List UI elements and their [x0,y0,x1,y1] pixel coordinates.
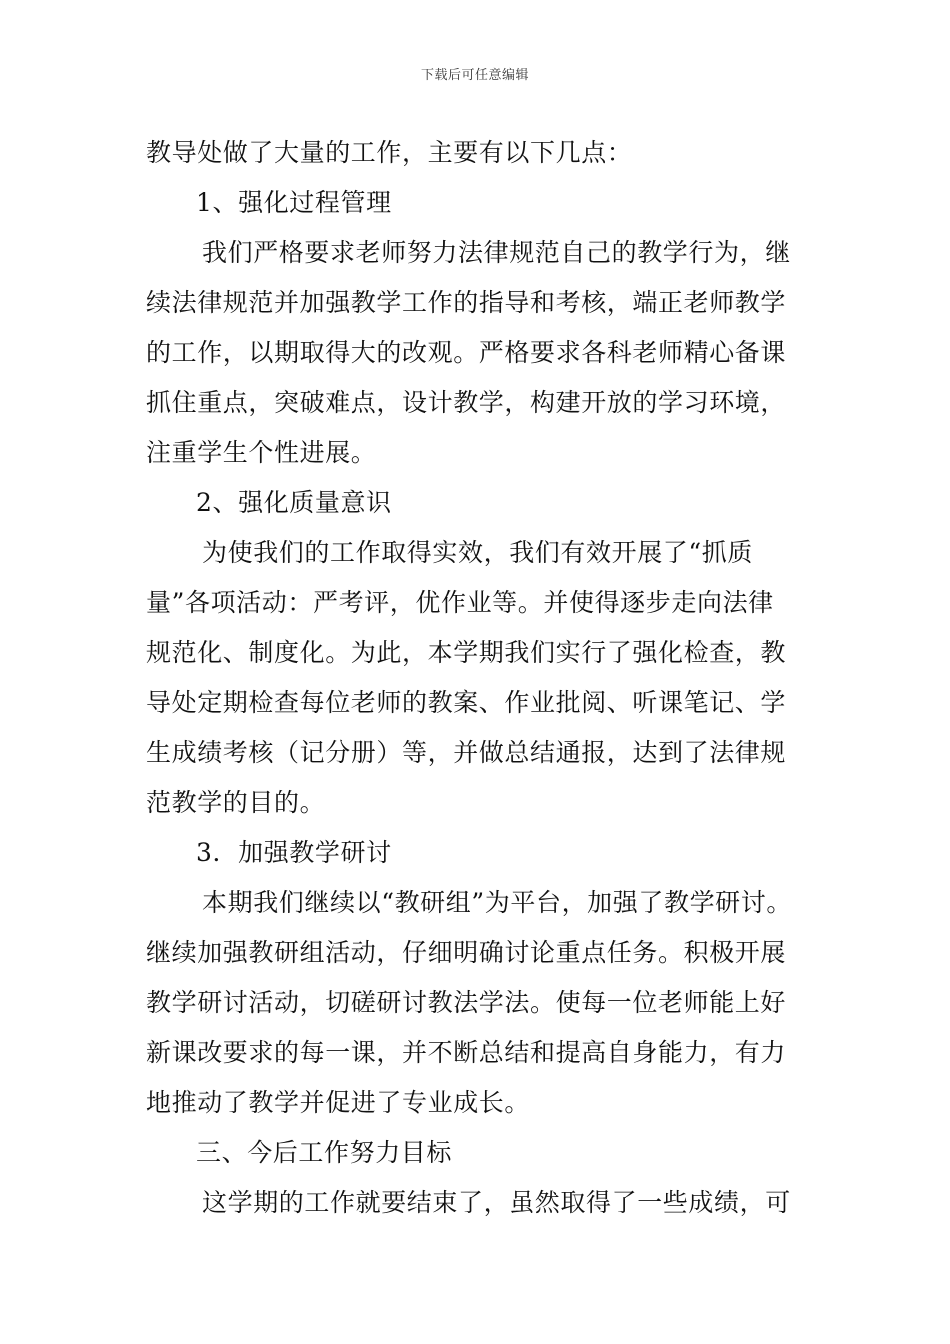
text-line: 继续加强教研组活动，仔细明确讨论重点任务。积极开展 [146,938,787,967]
text-line: 生成绩考核（记分册）等，并做总结通报，达到了法律规 [146,738,787,767]
text-line: 新课改要求的每一课，并不断总结和提高自身能力，有力 [146,1038,787,1067]
text-line: 地推动了教学并促进了专业成长。 [146,1088,531,1117]
section-heading: 3．加强教学研讨 [196,838,392,867]
paragraph-start: 我们严格要求老师努力法律规范自己的教学行为，继 [202,238,791,267]
text-line: 抓住重点，突破难点，设计教学，构建开放的学习环境， [146,388,787,417]
text-line: 注重学生个性进展。 [146,438,377,467]
paragraph-start: 为使我们的工作取得实效，我们有效开展了“抓质 [202,538,753,567]
section-heading: 1、强化过程管理 [196,188,392,217]
section-heading: 三、今后工作努力目标 [196,1138,453,1167]
paragraph-start: 这学期的工作就要结束了，虽然取得了一些成绩，可 [202,1188,791,1217]
text-line: 导处定期检查每位老师的教案、作业批阅、听课笔记、学 [146,688,787,717]
text-line: 规范化、制度化。为此，本学期我们实行了强化检查，教 [146,638,787,667]
text-line: 教导处做了大量的工作，主要有以下几点： [146,138,633,167]
text-line: 范教学的目的。 [146,788,326,817]
page-header: 下载后可任意编辑 [420,68,529,83]
text-line: 续法律规范并加强教学工作的指导和考核，端正老师教学 [146,288,787,317]
text-line: 教学研讨活动，切磋研讨教法学法。使每一位老师能上好 [146,988,787,1017]
document-body [146,128,816,1228]
text-line: 的工作，以期取得大的改观。严格要求各科老师精心备课 [146,338,787,367]
text-line: 量”各项活动：严考评，优作业等。并使得逐步走向法律 [146,588,774,617]
section-heading: 2、强化质量意识 [196,488,392,517]
paragraph-start: 本期我们继续以“教研组”为平台，加强了教学研讨。 [202,888,792,917]
